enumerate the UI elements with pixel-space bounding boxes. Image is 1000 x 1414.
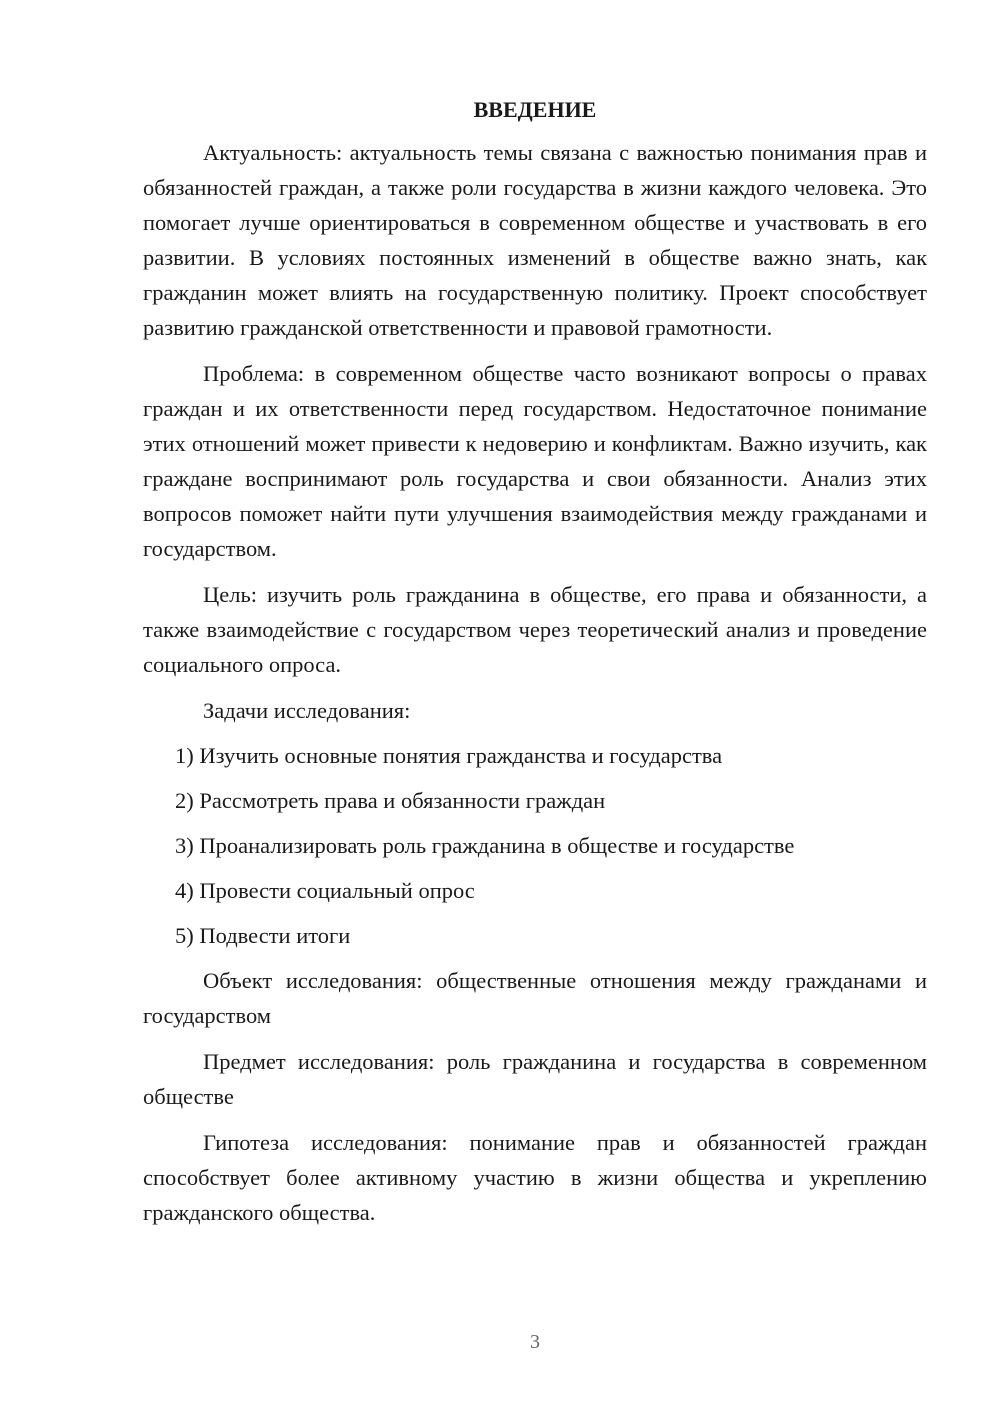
tasks-heading: Задачи исследования: bbox=[203, 698, 411, 723]
relevance-paragraph: Актуальность: актуальность темы связана с важностью понимания прав и обязанностей граждан, а также роли государства в жизни каждого человека. Это помогает лучше ориентироваться в современном обществе и участвовать в его развитии. В условиях постоянных изменений в обществе важно знать, как гражданин может влиять на государственную политику. Проект способствует развитию гражданской ответственности и правовой грамотности. bbox=[143, 140, 927, 340]
page-title: ВВЕДЕНИЕ bbox=[473, 97, 597, 122]
document-page bbox=[143, 92, 927, 1241]
page-number: 3 bbox=[530, 1331, 540, 1353]
problem-paragraph: Проблема: в современном обществе часто возникают вопросы о правах граждан и их ответственности перед государством. Недостаточное понимание этих отношений может привести к недоверию и конфликтам. Важно изучить, как граждане воспринимают роль государства и свои обязанности. Анализ этих вопросов поможет найти пути улучшения взаимодействия между гражданами и государством. bbox=[143, 361, 927, 561]
task-list bbox=[143, 738, 927, 953]
task-item-5: 5) Подвести итоги bbox=[175, 923, 351, 948]
object-paragraph: Объект исследования: общественные отношения между гражданами и государством bbox=[143, 968, 927, 1028]
goal-paragraph: Цель: изучить роль гражданина в обществе, его права и обязанности, а также взаимодействие с государством через теоретический анализ и проведение социального опроса. bbox=[143, 582, 927, 677]
task-item-2: 2) Рассмотреть права и обязанности граждан bbox=[175, 788, 606, 813]
subject-paragraph: Предмет исследования: роль гражданина и государства в современном обществе bbox=[143, 1049, 927, 1109]
task-item-1: 1) Изучить основные понятия гражданства и государства bbox=[175, 743, 723, 768]
task-item-3: 3) Проанализировать роль гражданина в обществе и государстве bbox=[175, 833, 795, 858]
task-item-4: 4) Провести социальный опрос bbox=[175, 878, 475, 903]
hypothesis-paragraph: Гипотеза исследования: понимание прав и обязанностей граждан способствует более активному участию в жизни общества и укреплению гражданского общества. bbox=[143, 1130, 927, 1225]
